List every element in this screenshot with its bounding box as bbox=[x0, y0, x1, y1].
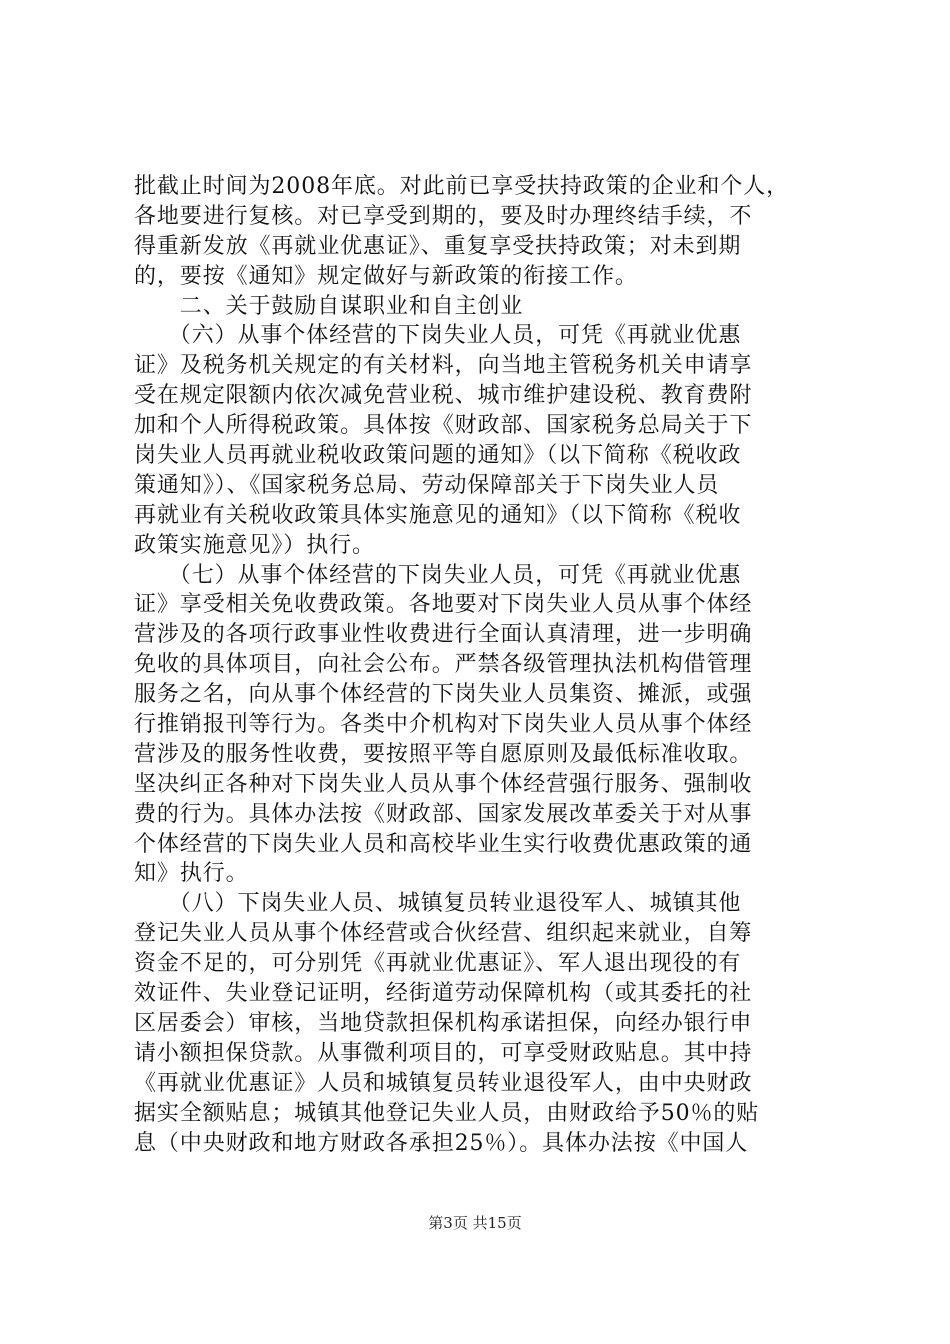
text-line: （七）从事个体经营的下岗失业人员，可凭《再就业优惠 bbox=[134, 562, 742, 588]
text-line: 政策实施意见》）执行。 bbox=[134, 532, 375, 558]
text-line: 免收的具体项目，向社会公布。严禁各级管理执法机构借管理 bbox=[134, 652, 753, 678]
text-line: 知》执行。 bbox=[134, 861, 249, 887]
text-line: 坚决纠正各种对下岗失业人员从事个体经营强行服务、强制收 bbox=[134, 771, 753, 797]
text-line: 营涉及的服务性收费，要按照平等自愿原则及最低标准收取。 bbox=[134, 741, 753, 767]
text-line: 受在规定限额内依次减免营业税、城市维护建设税、教育费附 bbox=[134, 383, 753, 409]
text-line: 个体经营的下岗失业人员和高校毕业生实行收费优惠政策的通 bbox=[134, 831, 753, 857]
section-heading: 二、关于鼓励自谋职业和自主创业 bbox=[134, 293, 524, 319]
text-line: 息（中央财政和地方财政各承担25％）。具体办法按《中国人 bbox=[134, 1130, 749, 1156]
text-line: 区居委会）审核，当地贷款担保机构承诺担保，向经办银行申 bbox=[134, 1010, 753, 1036]
body-text bbox=[134, 172, 834, 1158]
text-line: 加和个人所得税政策。具体按《财政部、国家税务总局关于下 bbox=[134, 413, 753, 439]
text-line: 登记失业人员从事个体经营或合伙经营、组织起来就业，自筹 bbox=[134, 921, 753, 947]
text-line: 资金不足的，可分别凭《再就业优惠证》、军人退出现役的有 bbox=[134, 951, 742, 977]
text-line: 请小额担保贷款。从事微利项目的，可享受财政贴息。其中持 bbox=[134, 1040, 753, 1066]
text-line: 据实全额贴息；城镇其他登记失业人员，由财政给予50％的贴 bbox=[134, 1100, 760, 1126]
text-line: 证》及税务机关规定的有关材料，向当地主管税务机关申请享 bbox=[134, 353, 753, 379]
text-line: 证》享受相关免收费政策。各地要对下岗失业人员从事个体经 bbox=[134, 592, 753, 618]
text-line: 服务之名，向从事个体经营的下岗失业人员集资、摊派，或强 bbox=[134, 682, 753, 708]
text-line: 《再就业优惠证》人员和城镇复员转业退役军人，由中央财政 bbox=[134, 1070, 753, 1096]
text-line: 营涉及的各项行政事业性收费进行全面认真清理，进一步明确 bbox=[134, 622, 753, 648]
text-line: 行推销报刊等行为。各类中介机构对下岗失业人员从事个体经 bbox=[134, 712, 753, 738]
text-line: （六）从事个体经营的下岗失业人员，可凭《再就业优惠 bbox=[134, 323, 742, 349]
text-line: 再就业有关税收政策具体实施意见的通知》（以下简称《税收 bbox=[134, 502, 742, 528]
text-line: 得重新发放《再就业优惠证》、重复享受扶持政策；对未到期 bbox=[134, 233, 742, 259]
text-line: 效证件、失业登记证明，经街道劳动保障机构（或其委托的社 bbox=[134, 981, 753, 1007]
text-line: 各地要进行复核。对已享受到期的，要及时办理终结手续，不 bbox=[134, 203, 753, 229]
page-number-footer: 第3页 共15页 bbox=[428, 1214, 522, 1232]
text-line: 费的行为。具体办法按《财政部、国家发展改革委关于对从事 bbox=[134, 801, 753, 827]
text-line: 的，要按《通知》规定做好与新政策的衔接工作。 bbox=[134, 263, 638, 289]
text-line: （八）下岗失业人员、城镇复员转业退役军人、城镇其他 bbox=[134, 891, 742, 917]
text-line: 岗失业人员再就业税收政策问题的通知》（以下简称《税收政 bbox=[134, 443, 742, 469]
text-line: 批截止时间为2008年底。对此前已享受扶持政策的企业和个人， bbox=[134, 174, 789, 199]
text-line: 策通知》）、《国家税务总局、劳动保障部关于下岗失业人员 bbox=[134, 472, 720, 498]
